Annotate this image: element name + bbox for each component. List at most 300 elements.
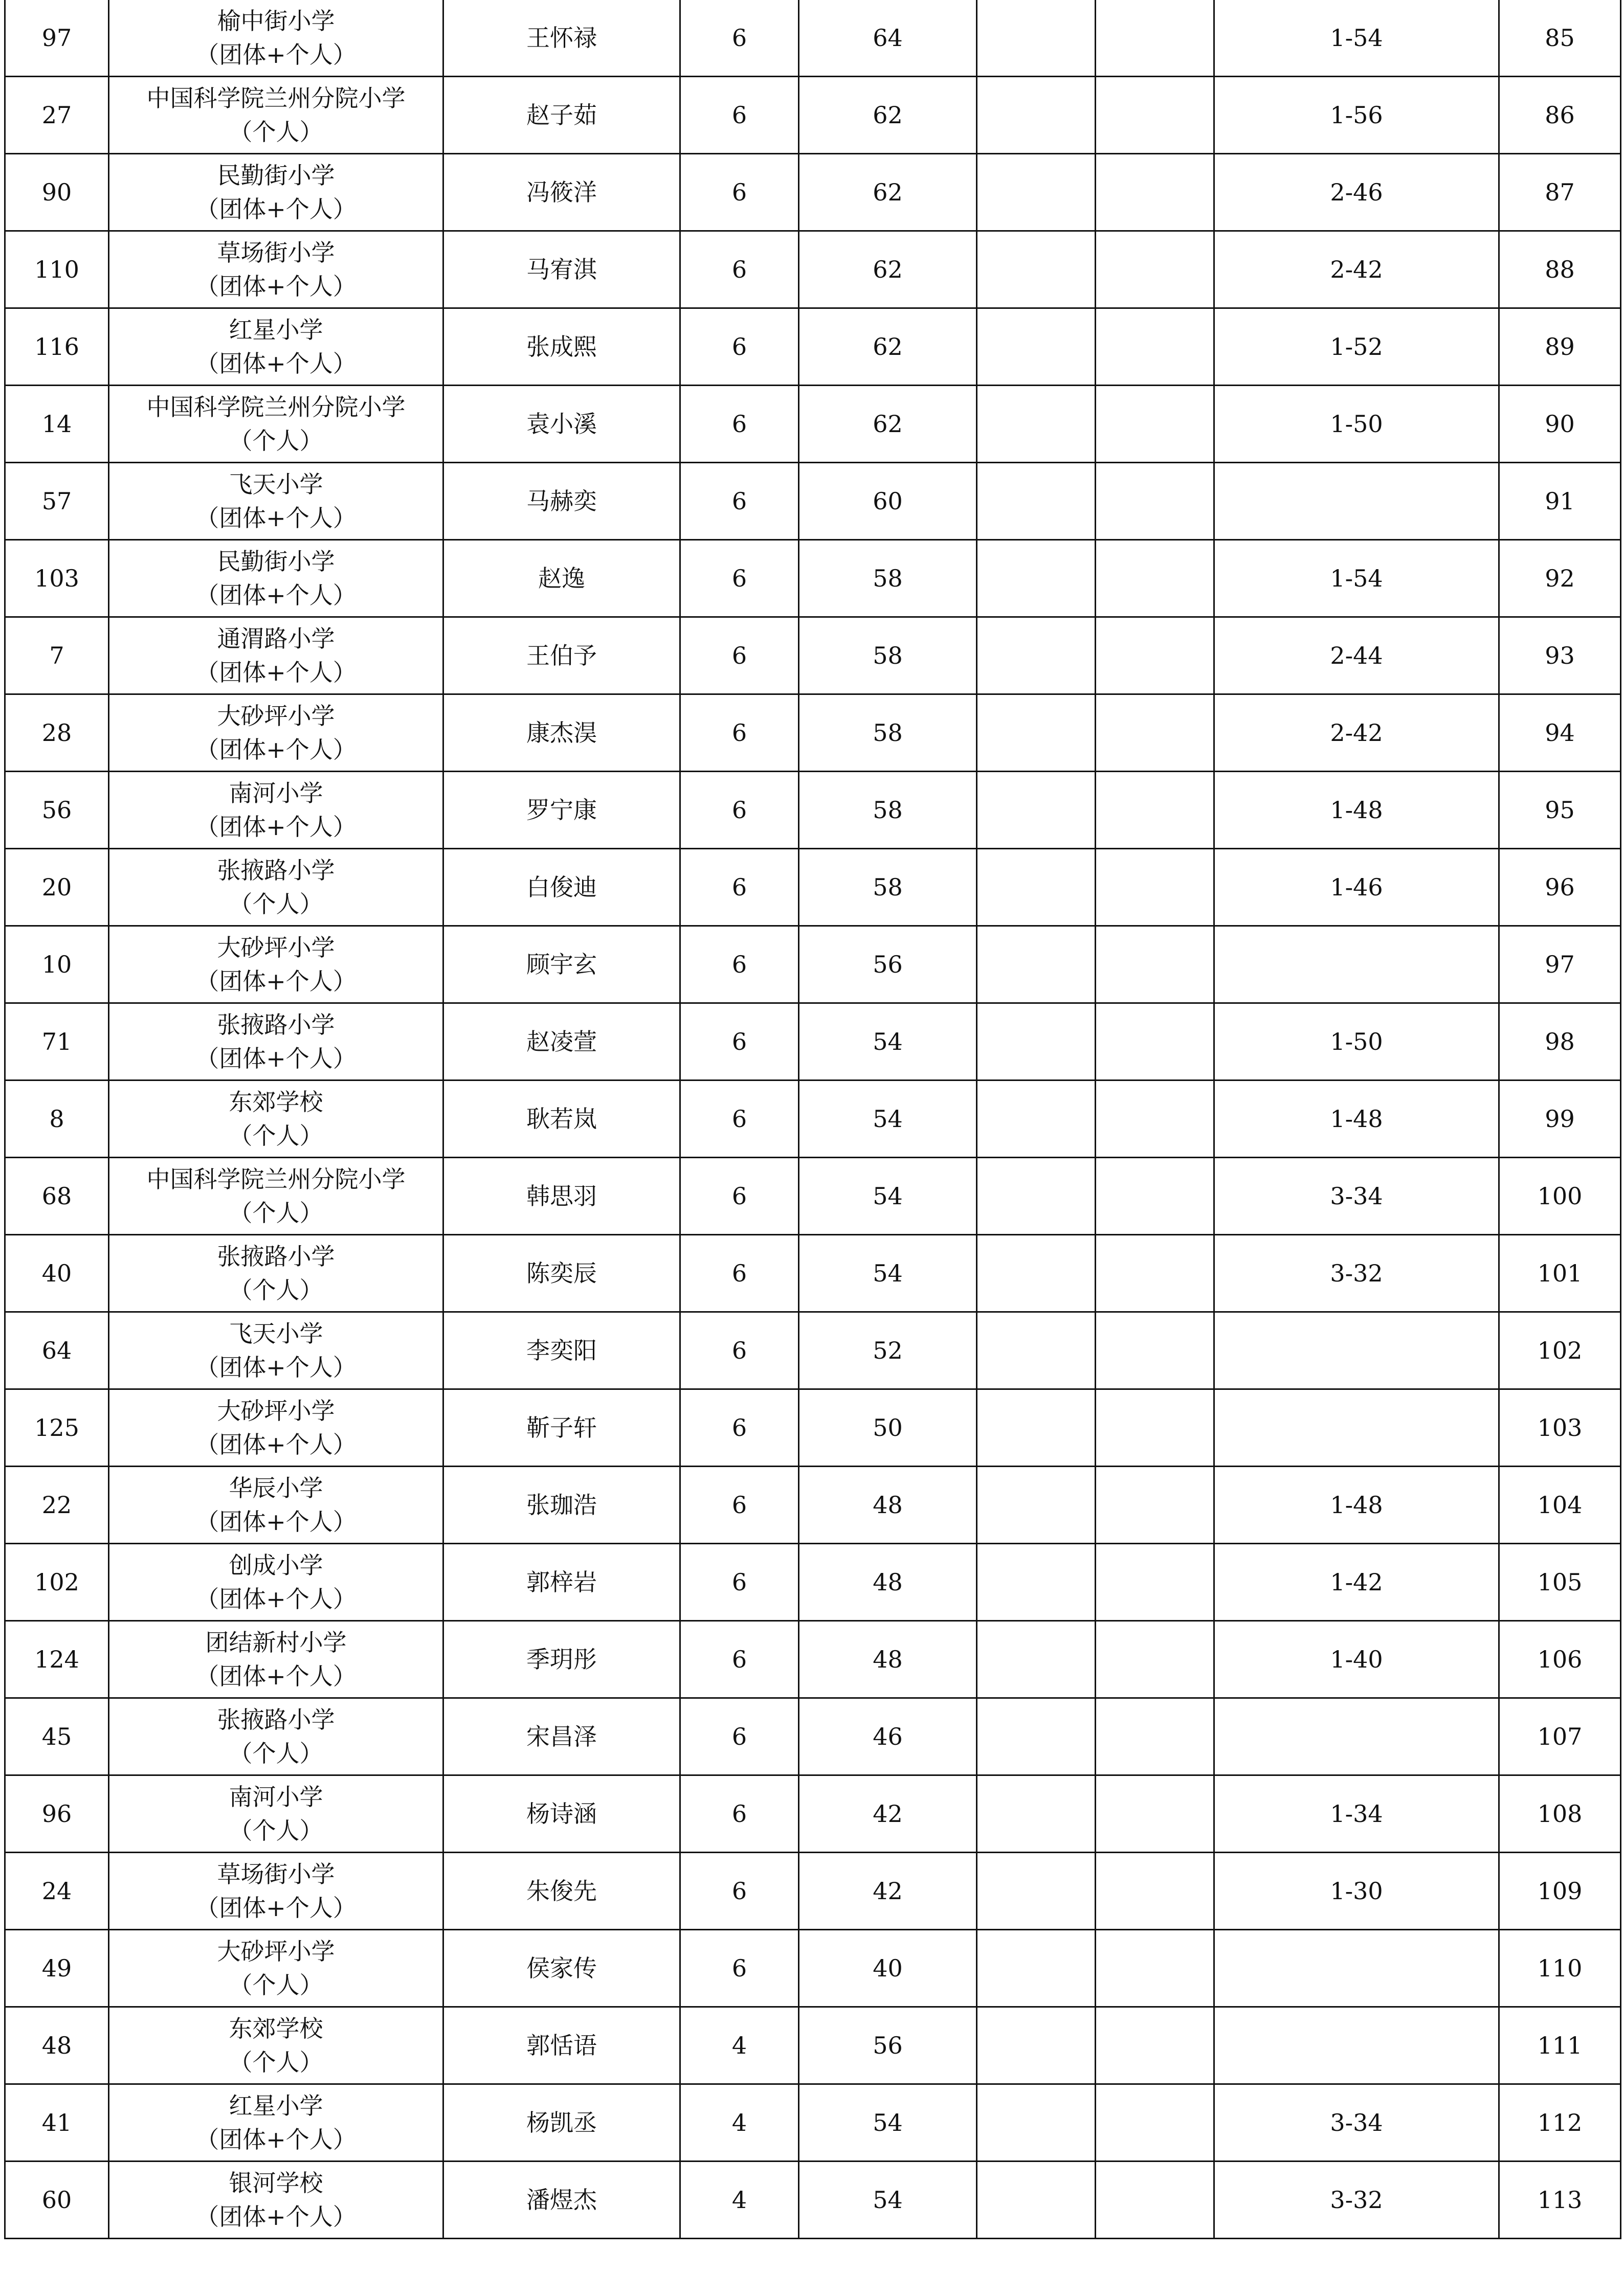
school-cell xyxy=(109,1467,443,1544)
grade-cell: 6 xyxy=(680,1544,799,1621)
table-row xyxy=(5,386,1621,463)
entry-type: （团体+个人） xyxy=(195,736,357,763)
blank-cell xyxy=(977,154,1096,231)
entry-type: （团体+个人） xyxy=(195,41,357,69)
grade-cell: 6 xyxy=(680,1003,799,1081)
school-cell xyxy=(109,1158,443,1235)
school-cell xyxy=(109,1698,443,1775)
score-cell: 42 xyxy=(799,1775,977,1853)
entry-type: （个人） xyxy=(229,118,323,146)
school-name: 创成小学 xyxy=(229,1551,323,1579)
student-name-cell: 赵凌萱 xyxy=(443,1003,680,1081)
student-name-cell: 王怀禄 xyxy=(443,0,680,77)
school-name: 民勤街小学 xyxy=(217,548,335,575)
rank-cell: 96 xyxy=(1499,849,1621,926)
table-row xyxy=(5,1544,1621,1621)
rank-cell: 95 xyxy=(1499,772,1621,849)
rank-cell: 110 xyxy=(1499,1930,1621,2007)
entry-number-cell: 90 xyxy=(5,154,109,231)
table-row xyxy=(5,77,1621,154)
entry-number-cell: 22 xyxy=(5,1467,109,1544)
blank-cell xyxy=(1096,540,1214,617)
grade-cell: 6 xyxy=(680,1312,799,1389)
entry-number-cell: 14 xyxy=(5,386,109,463)
blank-cell xyxy=(1096,2007,1214,2084)
score-cell: 58 xyxy=(799,849,977,926)
school-cell xyxy=(109,1389,443,1467)
blank-cell xyxy=(1096,1930,1214,2007)
score-cell: 58 xyxy=(799,772,977,849)
blank-cell xyxy=(977,1158,1096,1235)
school-cell xyxy=(109,386,443,463)
blank-cell xyxy=(977,231,1096,308)
table-row xyxy=(5,617,1621,694)
student-name-cell: 韩思羽 xyxy=(443,1158,680,1235)
table-row xyxy=(5,849,1621,926)
blank-cell xyxy=(1096,1389,1214,1467)
student-name-cell: 季玥彤 xyxy=(443,1621,680,1698)
entry-number-cell: 110 xyxy=(5,231,109,308)
blank-cell xyxy=(1096,2084,1214,2162)
result-cell: 1-42 xyxy=(1214,1544,1499,1621)
blank-cell xyxy=(1096,1081,1214,1158)
entry-number-cell: 7 xyxy=(5,617,109,694)
table-row xyxy=(5,0,1621,77)
blank-cell xyxy=(1096,463,1214,540)
table-row xyxy=(5,231,1621,308)
blank-cell xyxy=(1096,386,1214,463)
grade-cell: 4 xyxy=(680,2084,799,2162)
blank-cell xyxy=(977,1621,1096,1698)
result-cell: 3-32 xyxy=(1214,1235,1499,1312)
rank-cell: 86 xyxy=(1499,77,1621,154)
blank-cell xyxy=(1096,154,1214,231)
blank-cell xyxy=(1096,308,1214,386)
result-cell: 1-56 xyxy=(1214,77,1499,154)
school-cell xyxy=(109,0,443,77)
entry-number-cell: 45 xyxy=(5,1698,109,1775)
student-name-cell: 张珈浩 xyxy=(443,1467,680,1544)
result-cell: 3-32 xyxy=(1214,2162,1499,2239)
entry-number-cell: 28 xyxy=(5,694,109,772)
entry-number-cell: 125 xyxy=(5,1389,109,1467)
grade-cell: 6 xyxy=(680,540,799,617)
school-name: 南河小学 xyxy=(229,779,323,807)
grade-cell: 6 xyxy=(680,1621,799,1698)
table-row xyxy=(5,772,1621,849)
school-cell xyxy=(109,2084,443,2162)
table-row xyxy=(5,1312,1621,1389)
score-cell: 62 xyxy=(799,308,977,386)
blank-cell xyxy=(977,1698,1096,1775)
entry-type: （团体+个人） xyxy=(195,1894,357,1922)
student-name-cell: 耿若岚 xyxy=(443,1081,680,1158)
score-cell: 56 xyxy=(799,2007,977,2084)
blank-cell xyxy=(1096,231,1214,308)
score-cell: 42 xyxy=(799,1853,977,1930)
rank-cell: 109 xyxy=(1499,1853,1621,1930)
entry-type: （团体+个人） xyxy=(195,504,357,532)
blank-cell xyxy=(977,1003,1096,1081)
school-name: 大砂坪小学 xyxy=(217,1397,335,1425)
score-cell: 54 xyxy=(799,1003,977,1081)
score-cell: 54 xyxy=(799,2162,977,2239)
blank-cell xyxy=(1096,0,1214,77)
table-body xyxy=(5,0,1621,2239)
rank-cell: 88 xyxy=(1499,231,1621,308)
grade-cell: 6 xyxy=(680,772,799,849)
student-name-cell: 宋昌泽 xyxy=(443,1698,680,1775)
rank-cell: 103 xyxy=(1499,1389,1621,1467)
school-name: 张掖路小学 xyxy=(217,857,335,884)
rank-cell: 89 xyxy=(1499,308,1621,386)
school-cell xyxy=(109,463,443,540)
entry-number-cell: 40 xyxy=(5,1235,109,1312)
blank-cell xyxy=(1096,1003,1214,1081)
school-cell xyxy=(109,154,443,231)
school-name: 中国科学院兰州分院小学 xyxy=(146,1165,406,1193)
school-name: 团结新村小学 xyxy=(205,1629,347,1656)
entry-type: （个人） xyxy=(229,1199,323,1227)
grade-cell: 6 xyxy=(680,231,799,308)
table-row xyxy=(5,1003,1621,1081)
score-cell: 62 xyxy=(799,77,977,154)
entry-number-cell: 116 xyxy=(5,308,109,386)
school-name: 通渭路小学 xyxy=(217,625,335,652)
blank-cell xyxy=(977,1467,1096,1544)
student-name-cell: 陈奕辰 xyxy=(443,1235,680,1312)
entry-type: （个人） xyxy=(229,890,323,918)
score-cell: 62 xyxy=(799,231,977,308)
blank-cell xyxy=(977,1235,1096,1312)
school-cell xyxy=(109,1003,443,1081)
school-name: 张掖路小学 xyxy=(217,1706,335,1734)
blank-cell xyxy=(977,2162,1096,2239)
blank-cell xyxy=(977,2084,1096,2162)
blank-cell xyxy=(1096,617,1214,694)
result-cell: 2-44 xyxy=(1214,617,1499,694)
student-name-cell: 赵逸 xyxy=(443,540,680,617)
student-name-cell: 顾宇玄 xyxy=(443,926,680,1003)
school-name: 银河学校 xyxy=(229,2169,323,2197)
blank-cell xyxy=(1096,1698,1214,1775)
grade-cell: 6 xyxy=(680,1389,799,1467)
student-name-cell: 冯筱洋 xyxy=(443,154,680,231)
student-name-cell: 张成熙 xyxy=(443,308,680,386)
entry-number-cell: 96 xyxy=(5,1775,109,1853)
entry-type: （个人） xyxy=(229,2049,323,2076)
grade-cell: 6 xyxy=(680,77,799,154)
student-name-cell: 杨凯丞 xyxy=(443,2084,680,2162)
grade-cell: 6 xyxy=(680,1930,799,2007)
blank-cell xyxy=(977,386,1096,463)
grade-cell: 6 xyxy=(680,1235,799,1312)
result-cell xyxy=(1214,1312,1499,1389)
results-table xyxy=(4,0,1621,2239)
grade-cell: 6 xyxy=(680,694,799,772)
school-cell xyxy=(109,617,443,694)
blank-cell xyxy=(977,540,1096,617)
blank-cell xyxy=(1096,1312,1214,1389)
result-cell: 1-40 xyxy=(1214,1621,1499,1698)
result-cell: 3-34 xyxy=(1214,2084,1499,2162)
school-name: 华辰小学 xyxy=(229,1474,323,1502)
school-name: 民勤街小学 xyxy=(217,162,335,189)
grade-cell: 6 xyxy=(680,926,799,1003)
result-cell xyxy=(1214,2007,1499,2084)
student-name-cell: 白俊迪 xyxy=(443,849,680,926)
score-cell: 54 xyxy=(799,1158,977,1235)
result-cell xyxy=(1214,463,1499,540)
rank-cell: 101 xyxy=(1499,1235,1621,1312)
entry-type: （个人） xyxy=(229,1276,323,1304)
school-cell xyxy=(109,1081,443,1158)
grade-cell: 6 xyxy=(680,154,799,231)
blank-cell xyxy=(977,463,1096,540)
school-name: 张掖路小学 xyxy=(217,1011,335,1039)
entry-type: （团体+个人） xyxy=(195,1585,357,1613)
school-cell xyxy=(109,926,443,1003)
blank-cell xyxy=(977,1775,1096,1853)
result-cell: 1-46 xyxy=(1214,849,1499,926)
blank-cell xyxy=(977,926,1096,1003)
entry-number-cell: 27 xyxy=(5,77,109,154)
rank-cell: 90 xyxy=(1499,386,1621,463)
grade-cell: 6 xyxy=(680,463,799,540)
entry-type: （团体+个人） xyxy=(195,195,357,223)
score-cell: 58 xyxy=(799,540,977,617)
school-cell xyxy=(109,2007,443,2084)
school-cell xyxy=(109,1544,443,1621)
score-cell: 62 xyxy=(799,386,977,463)
score-cell: 48 xyxy=(799,1544,977,1621)
grade-cell: 4 xyxy=(680,2007,799,2084)
school-name: 草场街小学 xyxy=(217,1860,335,1888)
entry-type: （团体+个人） xyxy=(195,813,357,841)
school-cell xyxy=(109,1312,443,1389)
rank-cell: 93 xyxy=(1499,617,1621,694)
entry-number-cell: 20 xyxy=(5,849,109,926)
blank-cell xyxy=(977,1389,1096,1467)
blank-cell xyxy=(977,1544,1096,1621)
result-cell: 1-48 xyxy=(1214,1467,1499,1544)
blank-cell xyxy=(977,308,1096,386)
score-cell: 50 xyxy=(799,1389,977,1467)
blank-cell xyxy=(1096,1158,1214,1235)
result-cell: 2-42 xyxy=(1214,231,1499,308)
score-cell: 52 xyxy=(799,1312,977,1389)
table-row xyxy=(5,1158,1621,1235)
entry-number-cell: 102 xyxy=(5,1544,109,1621)
school-cell xyxy=(109,1775,443,1853)
blank-cell xyxy=(1096,849,1214,926)
school-cell xyxy=(109,772,443,849)
blank-cell xyxy=(977,772,1096,849)
table-row xyxy=(5,1389,1621,1467)
entry-number-cell: 71 xyxy=(5,1003,109,1081)
school-name: 大砂坪小学 xyxy=(217,934,335,961)
score-cell: 60 xyxy=(799,463,977,540)
table-row xyxy=(5,694,1621,772)
school-name: 红星小学 xyxy=(229,2092,323,2120)
school-cell xyxy=(109,1621,443,1698)
rank-cell: 107 xyxy=(1499,1698,1621,1775)
grade-cell: 6 xyxy=(680,0,799,77)
blank-cell xyxy=(1096,2162,1214,2239)
rank-cell: 112 xyxy=(1499,2084,1621,2162)
rank-cell: 91 xyxy=(1499,463,1621,540)
student-name-cell: 潘煜杰 xyxy=(443,2162,680,2239)
blank-cell xyxy=(1096,1621,1214,1698)
table-row xyxy=(5,2007,1621,2084)
rank-cell: 104 xyxy=(1499,1467,1621,1544)
student-name-cell: 郭梓岩 xyxy=(443,1544,680,1621)
table-row xyxy=(5,1775,1621,1853)
score-cell: 48 xyxy=(799,1621,977,1698)
rank-cell: 111 xyxy=(1499,2007,1621,2084)
student-name-cell: 罗宁康 xyxy=(443,772,680,849)
school-cell xyxy=(109,308,443,386)
entry-number-cell: 97 xyxy=(5,0,109,77)
student-name-cell: 侯家传 xyxy=(443,1930,680,2007)
entry-type: （团体+个人） xyxy=(195,1662,357,1690)
result-cell: 3-34 xyxy=(1214,1158,1499,1235)
result-cell: 1-50 xyxy=(1214,386,1499,463)
student-name-cell: 马宥淇 xyxy=(443,231,680,308)
blank-cell xyxy=(977,0,1096,77)
score-cell: 56 xyxy=(799,926,977,1003)
entry-number-cell: 60 xyxy=(5,2162,109,2239)
entry-number-cell: 103 xyxy=(5,540,109,617)
score-cell: 54 xyxy=(799,1081,977,1158)
table-row xyxy=(5,2162,1621,2239)
grade-cell: 6 xyxy=(680,617,799,694)
grade-cell: 6 xyxy=(680,1158,799,1235)
blank-cell xyxy=(1096,926,1214,1003)
school-cell xyxy=(109,849,443,926)
result-cell: 1-54 xyxy=(1214,0,1499,77)
blank-cell xyxy=(977,1930,1096,2007)
table-row xyxy=(5,1930,1621,2007)
entry-number-cell: 48 xyxy=(5,2007,109,2084)
entry-type: （个人） xyxy=(229,427,323,455)
grade-cell: 6 xyxy=(680,386,799,463)
result-cell xyxy=(1214,1698,1499,1775)
score-cell: 62 xyxy=(799,154,977,231)
school-name: 中国科学院兰州分院小学 xyxy=(146,84,406,112)
school-cell xyxy=(109,1930,443,2007)
blank-cell xyxy=(1096,1544,1214,1621)
result-cell xyxy=(1214,1389,1499,1467)
score-cell: 54 xyxy=(799,2084,977,2162)
student-name-cell: 李奕阳 xyxy=(443,1312,680,1389)
result-cell: 2-42 xyxy=(1214,694,1499,772)
entry-number-cell: 8 xyxy=(5,1081,109,1158)
entry-type: （团体+个人） xyxy=(195,581,357,609)
entry-type: （团体+个人） xyxy=(195,2203,357,2231)
rank-cell: 87 xyxy=(1499,154,1621,231)
blank-cell xyxy=(977,1312,1096,1389)
student-name-cell: 王伯予 xyxy=(443,617,680,694)
entry-type: （团体+个人） xyxy=(195,273,357,300)
entry-type: （个人） xyxy=(229,1122,323,1150)
score-cell: 58 xyxy=(799,694,977,772)
table-row xyxy=(5,154,1621,231)
entry-type: （团体+个人） xyxy=(195,1431,357,1458)
score-cell: 40 xyxy=(799,1930,977,2007)
student-name-cell: 杨诗涵 xyxy=(443,1775,680,1853)
rank-cell: 85 xyxy=(1499,0,1621,77)
school-name: 草场街小学 xyxy=(217,239,335,266)
entry-type: （团体+个人） xyxy=(195,1508,357,1536)
result-cell: 1-52 xyxy=(1214,308,1499,386)
student-name-cell: 朱俊先 xyxy=(443,1853,680,1930)
blank-cell xyxy=(1096,694,1214,772)
entry-type: （团体+个人） xyxy=(195,2126,357,2153)
result-cell xyxy=(1214,926,1499,1003)
result-cell: 1-54 xyxy=(1214,540,1499,617)
school-name: 飞天小学 xyxy=(229,470,323,498)
rank-cell: 92 xyxy=(1499,540,1621,617)
school-cell xyxy=(109,2162,443,2239)
student-name-cell: 郭恬语 xyxy=(443,2007,680,2084)
student-name-cell: 马赫奕 xyxy=(443,463,680,540)
table-row xyxy=(5,540,1621,617)
entry-number-cell: 124 xyxy=(5,1621,109,1698)
rank-cell: 94 xyxy=(1499,694,1621,772)
grade-cell: 4 xyxy=(680,2162,799,2239)
table-row xyxy=(5,1698,1621,1775)
blank-cell xyxy=(977,617,1096,694)
school-name: 中国科学院兰州分院小学 xyxy=(146,393,406,421)
entry-number-cell: 10 xyxy=(5,926,109,1003)
entry-type: （团体+个人） xyxy=(195,659,357,686)
entry-number-cell: 41 xyxy=(5,2084,109,2162)
blank-cell xyxy=(1096,77,1214,154)
result-cell: 1-30 xyxy=(1214,1853,1499,1930)
table-row xyxy=(5,463,1621,540)
grade-cell: 6 xyxy=(680,1467,799,1544)
student-name-cell: 袁小溪 xyxy=(443,386,680,463)
table-row xyxy=(5,1621,1621,1698)
rank-cell: 102 xyxy=(1499,1312,1621,1389)
result-cell: 1-50 xyxy=(1214,1003,1499,1081)
entry-number-cell: 68 xyxy=(5,1158,109,1235)
blank-cell xyxy=(1096,1775,1214,1853)
entry-number-cell: 57 xyxy=(5,463,109,540)
grade-cell: 6 xyxy=(680,1081,799,1158)
blank-cell xyxy=(977,694,1096,772)
school-name: 大砂坪小学 xyxy=(217,1938,335,1965)
table-row xyxy=(5,1467,1621,1544)
rank-cell: 98 xyxy=(1499,1003,1621,1081)
rank-cell: 97 xyxy=(1499,926,1621,1003)
entry-type: （团体+个人） xyxy=(195,1045,357,1072)
school-cell xyxy=(109,231,443,308)
blank-cell xyxy=(977,77,1096,154)
blank-cell xyxy=(977,1081,1096,1158)
blank-cell xyxy=(1096,772,1214,849)
table-row xyxy=(5,2084,1621,2162)
grade-cell: 6 xyxy=(680,1853,799,1930)
result-cell: 2-46 xyxy=(1214,154,1499,231)
entry-type: （个人） xyxy=(229,1740,323,1767)
table-row xyxy=(5,308,1621,386)
grade-cell: 6 xyxy=(680,849,799,926)
result-cell: 1-34 xyxy=(1214,1775,1499,1853)
school-cell xyxy=(109,1235,443,1312)
entry-type: （团体+个人） xyxy=(195,967,357,995)
